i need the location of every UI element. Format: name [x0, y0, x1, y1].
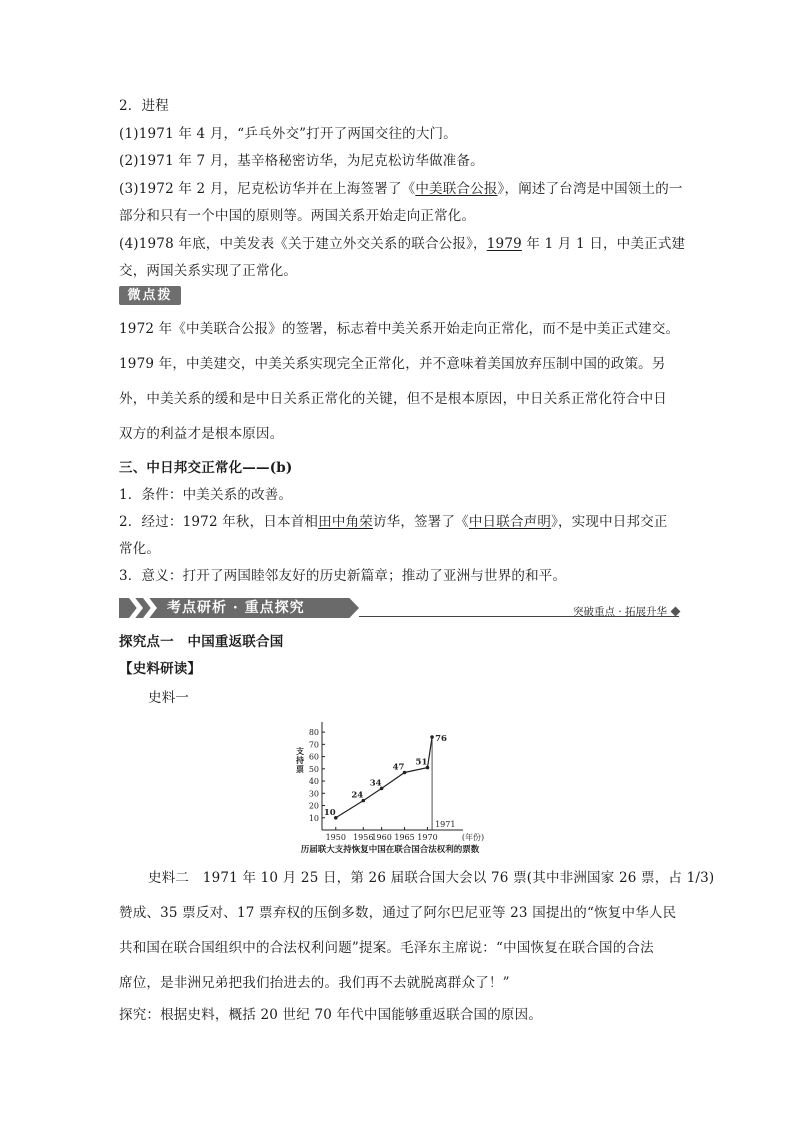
y-axis-label-char: 支 [296, 746, 304, 757]
x-tick-label: 1960 [371, 833, 392, 842]
banner-subtitle: 突破重点 · 拓展升华 [572, 606, 667, 618]
underlined-term: 中日联合声明 [468, 514, 552, 530]
section-heading-sino-japan: 三、中日邦交正常化——(b) [119, 460, 293, 476]
sino-japan-item-2 [119, 513, 668, 531]
section-heading-progress: 2．进程 [119, 98, 169, 114]
y-tick-label: 20 [308, 801, 319, 811]
material-two-line-2: 赞成、35 票反对、17 票弃权的压倒多数，通过了阿尔巴尼亚等 23 国提出的“恢复中华人民 [119, 905, 677, 921]
y-tick-label: 30 [308, 789, 319, 799]
underlined-term: 田中角荣 [318, 514, 373, 530]
tip-paragraph-2-cont: 外，中美关系的缓和是中日关系正常化的关键，但不是根本原因，中日关系正常化符合中日 [119, 391, 667, 407]
sino-japan-item-2-cont: 常化。 [119, 541, 161, 557]
sino-japan-item-3: 3．意义：打开了两国睦邻友好的历史新篇章；推动了亚洲与世界的和平。 [119, 568, 567, 584]
text-span: (4)1978 年底，中美发表《关于建立外交关系的联合公报》， [119, 236, 487, 252]
underlined-term: 1979 [486, 236, 522, 252]
progress-item-3 [119, 180, 683, 198]
explore-question: 探究：根据史料，概括 20 世纪 70 年代中国能够重返联合国的原因。 [119, 1007, 543, 1023]
text-span: (3)1972 年 2 月，尼克松访华并在上海签署了《 [119, 181, 416, 197]
material-two-line-4: 席位，是非洲兄弟把我们抬进去的。我们再不去就脱离群众了！” [119, 975, 510, 991]
x-tick-label: 1950 [325, 833, 346, 842]
data-label: 24 [351, 790, 364, 801]
tip-badge: 微点拨 [119, 286, 181, 305]
progress-item-4 [119, 235, 685, 253]
tip-paragraph-2: 1979 年，中美建交，中美关系实现完全正常化，并不意味着美国放弃压制中国的政策。另 [119, 356, 666, 372]
progress-item-3-cont: 部分和只有一个中国的原则等。两国关系开始走向正常化。 [119, 208, 476, 224]
x-extra-label: 1971 [435, 820, 456, 829]
y-tick-label: 70 [308, 740, 319, 750]
section-banner [119, 594, 679, 622]
data-label: 10 [323, 807, 336, 818]
y-axis-label-char: 持 [296, 755, 304, 766]
data-label: 47 [392, 762, 405, 773]
data-label: 76 [435, 734, 447, 745]
progress-item-2: (2)1971 年 7 月，基辛格秘密访华，为尼克松访华做准备。 [119, 153, 484, 169]
chart-svg [280, 718, 520, 863]
sino-japan-item-1: 1．条件：中美关系的改善。 [119, 487, 293, 503]
explore-point-title: 探究点一 中国重返联合国 [119, 634, 284, 650]
progress-item-1: (1)1971 年 4 月，“乒乓外交”打开了两国交往的大门。 [119, 126, 457, 142]
material-reading-heading: 【史料研读】 [119, 661, 202, 677]
tip-paragraph-1: 1972 年《中美联合公报》的签署，标志着中美关系开始走向正常化，而不是中美正式建交。 [119, 321, 680, 337]
y-tick-label: 10 [308, 813, 319, 823]
tip-paragraph-2-end: 双方的利益才是根本原因。 [119, 426, 284, 442]
text-span: 》，实现中日邦交正 [551, 514, 668, 530]
material-one-label: 史料一 [148, 690, 190, 706]
x-tick-label: 1970 [417, 833, 438, 842]
x-tick-label: 1956 [353, 833, 374, 842]
banner-title: 考点研析 · 重点探究 [167, 600, 305, 616]
material-two-line-1: 史料二 1971 年 10 月 25 日，第 26 届联合国大会以 76 票(其中非洲国家 26 票，占 1/3) [148, 870, 715, 886]
text-span: 2．经过：1972 年秋，日本首相 [119, 514, 319, 530]
underlined-term: 中美联合公报 [415, 181, 498, 197]
text-span: 访华，签署了《 [372, 514, 469, 530]
series-line [336, 737, 432, 818]
progress-item-4-cont: 交，两国关系实现了正常化。 [119, 263, 298, 279]
y-tick-label: 80 [308, 728, 319, 738]
x-axis-label: (年份) [461, 833, 485, 842]
chart-caption: 历届联大支持恢复中国在联合国合法权利的票数 [300, 845, 480, 855]
y-axis-label-char: 票 [296, 764, 304, 775]
text-span: 》，阐述了台湾是中国领土的一 [497, 181, 683, 197]
data-label: 34 [369, 778, 382, 789]
y-tick-label: 40 [308, 777, 319, 787]
data-label: 51 [415, 757, 428, 768]
material-two-line-3: 共和国在联合国组织中的合法权利问题”提案。毛泽东主席说：“中国恢复在联合国的合法 [119, 940, 654, 956]
x-tick-label: 1965 [394, 833, 415, 842]
y-tick-label: 60 [308, 752, 319, 762]
y-tick-label: 50 [308, 764, 319, 774]
text-span: 年 1 月 1 日，中美正式建 [521, 236, 686, 252]
vote-chart [280, 718, 520, 863]
diamond-icon [671, 607, 681, 617]
